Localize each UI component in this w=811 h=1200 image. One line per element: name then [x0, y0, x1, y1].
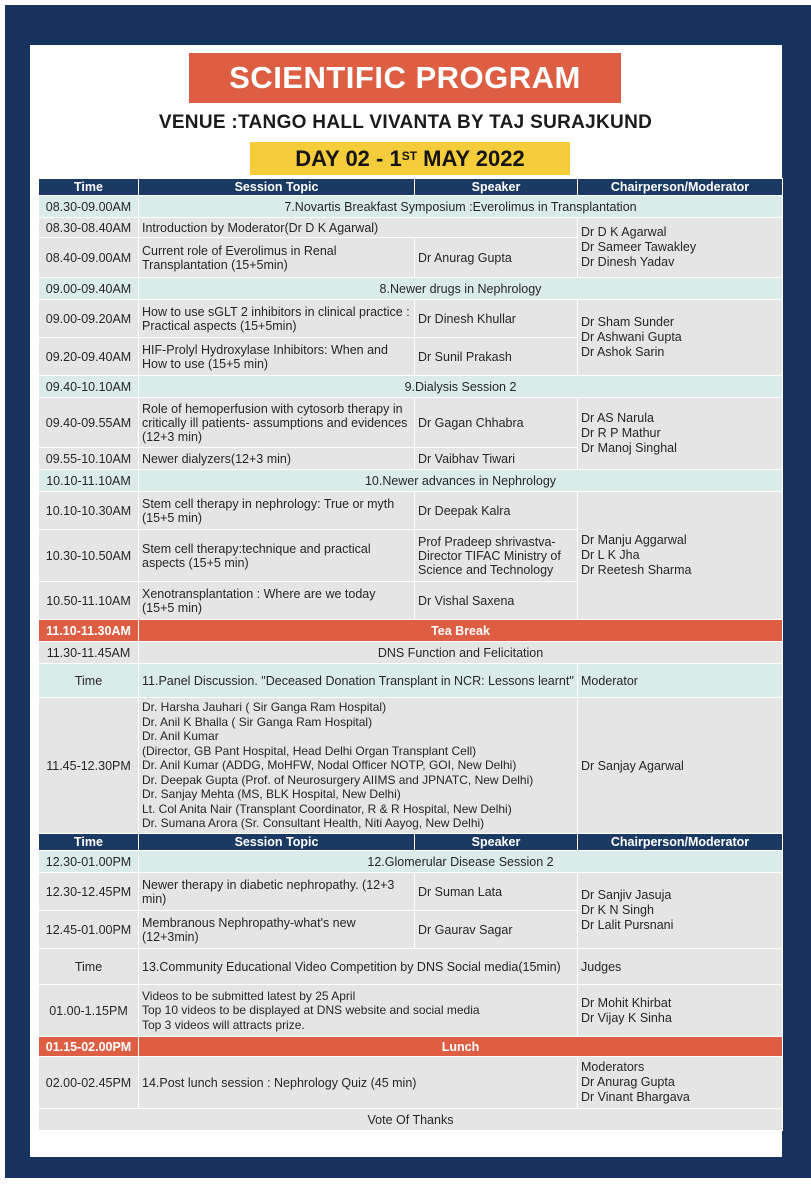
row-time: 12.45-01.00PM [39, 911, 139, 949]
chair-name: Dr Manoj Singhal [581, 441, 677, 455]
table-row [39, 218, 783, 238]
break-label: Tea Break [139, 620, 783, 642]
header-chair: Chairperson/Moderator [578, 834, 783, 851]
chair-name: Dr L K Jha [581, 548, 640, 562]
row-topic: Current role of Everolimus in Renal Transplantation (15+5min) [139, 238, 415, 278]
row-time: 02.00-02.45PM [39, 1057, 139, 1109]
header-topic: Session Topic [139, 179, 415, 196]
row-time: 11.45-12.30PM [39, 698, 139, 834]
tea-break-row [39, 620, 783, 642]
row-topic: Newer therapy in diabetic nephropathy. (12+3 min) [139, 873, 415, 911]
day-prefix: DAY 02 - 1 [295, 146, 402, 171]
detail-line: Top 10 videos to be displayed at DNS website and social media [142, 1003, 480, 1018]
session-time-label: Time [39, 664, 139, 698]
chairpersons [578, 492, 783, 620]
session-title: 11.Panel Discussion. "Deceased Donation Transplant in NCR: Lessons learnt" [139, 664, 578, 698]
row-time: 10.10-10.30AM [39, 492, 139, 530]
row-speaker: Dr Vishal Saxena [415, 582, 578, 620]
session-title: 13.Community Educational Video Competition by DNS Social media(15min) [139, 949, 578, 985]
competition-details [139, 985, 578, 1037]
row-topic: How to use sGLT 2 inhibitors in clinical practice : Practical aspects (15+5min) [139, 300, 415, 338]
panelist: Dr. Anil Kumar (ADDG, MoHFW, Nodal Officer NOTP, GOI, New Delhi) [142, 758, 517, 773]
session-title-row [39, 470, 783, 492]
panelist: Dr. Sumana Arora (Sr. Consultant Health, Niti Aayog, New Delhi) [142, 816, 485, 831]
moderator-name: Dr Sanjay Agarwal [578, 698, 783, 834]
row-time: 09.20-09.40AM [39, 338, 139, 376]
panelist: Lt. Col Anita Nair (Transplant Coordinator, R & R Hospital, New Delhi) [142, 801, 512, 816]
chair-name: Dr R P Mathur [581, 426, 661, 440]
header-time: Time [39, 179, 139, 196]
chairpersons [578, 398, 783, 470]
table-row [39, 492, 783, 530]
chair-name: Dr Manju Aggarwal [581, 533, 687, 547]
row-speaker: Dr Gaurav Sagar [415, 911, 578, 949]
row-topic: Stem cell therapy:technique and practical aspects (15+5 min) [139, 530, 415, 582]
table-row [39, 642, 783, 664]
judges-label: Judges [578, 949, 783, 985]
panelist: Dr. Deepak Gupta (Prof. of Neurosurgery AIIMS and JPNATC, New Delhi) [142, 772, 534, 787]
table-row [39, 698, 783, 834]
session-time: 12.30-01.00PM [39, 851, 139, 873]
detail-line: Top 3 videos will attracts prize. [142, 1017, 305, 1032]
session-title: 7.Novartis Breakfast Symposium :Everolimus in Transplantation [139, 196, 783, 218]
row-speaker: Prof Pradeep shrivastva- Director TIFAC Ministry of Science and Technology [415, 530, 578, 582]
moderators-list [578, 1057, 783, 1109]
chair-name: Dr Reetesh Sharma [581, 563, 692, 577]
moderator-name: Dr Anurag Gupta [581, 1075, 675, 1089]
row-time: 01.00-1.15PM [39, 985, 139, 1037]
row-topic: HIF-Prolyl Hydroxylase Inhibitors: When and How to use (15+5 min) [139, 338, 415, 376]
lunch-row [39, 1037, 783, 1057]
row-time: 08.30-08.40AM [39, 218, 139, 238]
row-speaker: Dr Deepak Kalra [415, 492, 578, 530]
row-topic: Role of hemoperfusion with cytosorb therapy in critically ill patients- assumptions and evidences (12+3 min) [139, 398, 415, 448]
row-time: 08.40-09.00AM [39, 238, 139, 278]
row-time: 09.00-09.20AM [39, 300, 139, 338]
row-time: 09.55-10.10AM [39, 448, 139, 470]
moderator-label: Moderator [578, 664, 783, 698]
row-time: 11.30-11.45AM [39, 642, 139, 664]
moderators-label: Moderators [581, 1060, 645, 1074]
vote-of-thanks-row [39, 1109, 783, 1131]
row-speaker: Dr Dinesh Khullar [415, 300, 578, 338]
venue-line: VENUE :TANGO HALL VIVANTA BY TAJ SURAJKUND [158, 112, 653, 133]
row-time: 10.50-11.10AM [39, 582, 139, 620]
row-time: 10.30-10.50AM [39, 530, 139, 582]
session-title: 12.Glomerular Disease Session 2 [139, 851, 783, 873]
break-time: 11.10-11.30AM [39, 620, 139, 642]
row-speaker: Dr Sunil Prakash [415, 338, 578, 376]
session-title-row [39, 376, 783, 398]
panelist: Dr. Sanjay Mehta (MS, BLK Hospital, New Delhi) [142, 787, 401, 802]
detail-line: Videos to be submitted latest by 25 April [142, 988, 356, 1003]
session-title-row [39, 196, 783, 218]
row-time: 12.30-12.45PM [39, 873, 139, 911]
chair-name: Dr Ashwani Gupta [581, 330, 682, 344]
judge-name: Dr Mohit Khirbat [581, 995, 672, 1010]
session-title: 9.Dialysis Session 2 [139, 376, 783, 398]
chair-name: Dr AS Narula [581, 411, 654, 425]
chair-name: Dr Sameer Tawakley [581, 240, 697, 254]
panelist: Dr. Anil Kumar [142, 729, 219, 744]
day-suffix: MAY 2022 [417, 146, 525, 171]
row-topic: Introduction by Moderator(Dr D K Agarwal) [139, 218, 578, 238]
row-speaker: Dr Anurag Gupta [415, 238, 578, 278]
vote-of-thanks: Vote Of Thanks [39, 1109, 783, 1131]
header-chair: Chairperson/Moderator [578, 179, 783, 196]
program-title: SCIENTIFIC PROGRAM [189, 53, 621, 103]
row-speaker: Dr Suman Lata [415, 873, 578, 911]
chair-name: Dr K N Singh [581, 903, 654, 917]
table-header-row [39, 179, 783, 196]
panelist: (Director, GB Pant Hospital, Head Delhi Organ Transplant Cell) [142, 743, 477, 758]
row-topic: Stem cell therapy in nephrology: True or myth (15+5 min) [139, 492, 415, 530]
chairpersons [578, 218, 783, 278]
panelist: Dr. Anil K Bhalla ( Sir Ganga Ram Hospital) [142, 714, 373, 729]
program-table [38, 178, 783, 1131]
header-time: Time [39, 834, 139, 851]
chair-name: Dr Sham Sunder [581, 315, 675, 329]
chair-name: Dr Sanjiv Jasuja [581, 888, 672, 902]
row-topic: 14.Post lunch session : Nephrology Quiz (45 min) [139, 1057, 578, 1109]
chair-name: Dr D K Agarwal [581, 225, 667, 239]
session-time: 09.00-09.40AM [39, 278, 139, 300]
session-title: 8.Newer drugs in Nephrology [139, 278, 783, 300]
session-title-row [39, 278, 783, 300]
session-title-row [39, 664, 783, 698]
day-ordinal: ST [401, 149, 418, 163]
session-title: 10.Newer advances in Nephrology [139, 470, 783, 492]
table-header-row [39, 834, 783, 851]
table-row [39, 398, 783, 448]
break-label: Lunch [139, 1037, 783, 1057]
header-speaker: Speaker [415, 179, 578, 196]
session-title-row [39, 949, 783, 985]
chair-name: Dr Lalit Pursnani [581, 918, 674, 932]
header-topic: Session Topic [139, 834, 415, 851]
session-title-row [39, 851, 783, 873]
moderator-name: Dr Vinant Bhargava [581, 1090, 690, 1104]
table-row [39, 1057, 783, 1109]
row-topic: Newer dialyzers(12+3 min) [139, 448, 415, 470]
row-topic: Membranous Nephropathy-what's new (12+3min) [139, 911, 415, 949]
table-row [39, 300, 783, 338]
session-time: 08.30-09.00AM [39, 196, 139, 218]
chairpersons [578, 873, 783, 949]
session-time-label: Time [39, 949, 139, 985]
session-time: 10.10-11.10AM [39, 470, 139, 492]
table-row [39, 985, 783, 1037]
judge-name: Dr Vijay K Sinha [581, 1010, 672, 1025]
row-time: 09.40-09.55AM [39, 398, 139, 448]
table-row [39, 873, 783, 911]
break-time: 01.15-02.00PM [39, 1037, 139, 1057]
row-speaker: Dr Vaibhav Tiwari [415, 448, 578, 470]
row-topic: DNS Function and Felicitation [139, 642, 783, 664]
session-time: 09.40-10.10AM [39, 376, 139, 398]
chair-name: Dr Ashok Sarin [581, 345, 665, 359]
judges-list [578, 985, 783, 1037]
row-speaker: Dr Gagan Chhabra [415, 398, 578, 448]
day-banner [250, 142, 570, 175]
panelist: Dr. Harsha Jauhari ( Sir Ganga Ram Hospital) [142, 700, 387, 715]
header-speaker: Speaker [415, 834, 578, 851]
panelist-list [139, 698, 578, 834]
row-topic: Xenotransplantation : Where are we today (15+5 min) [139, 582, 415, 620]
chair-name: Dr Dinesh Yadav [581, 255, 675, 269]
chairpersons [578, 300, 783, 376]
